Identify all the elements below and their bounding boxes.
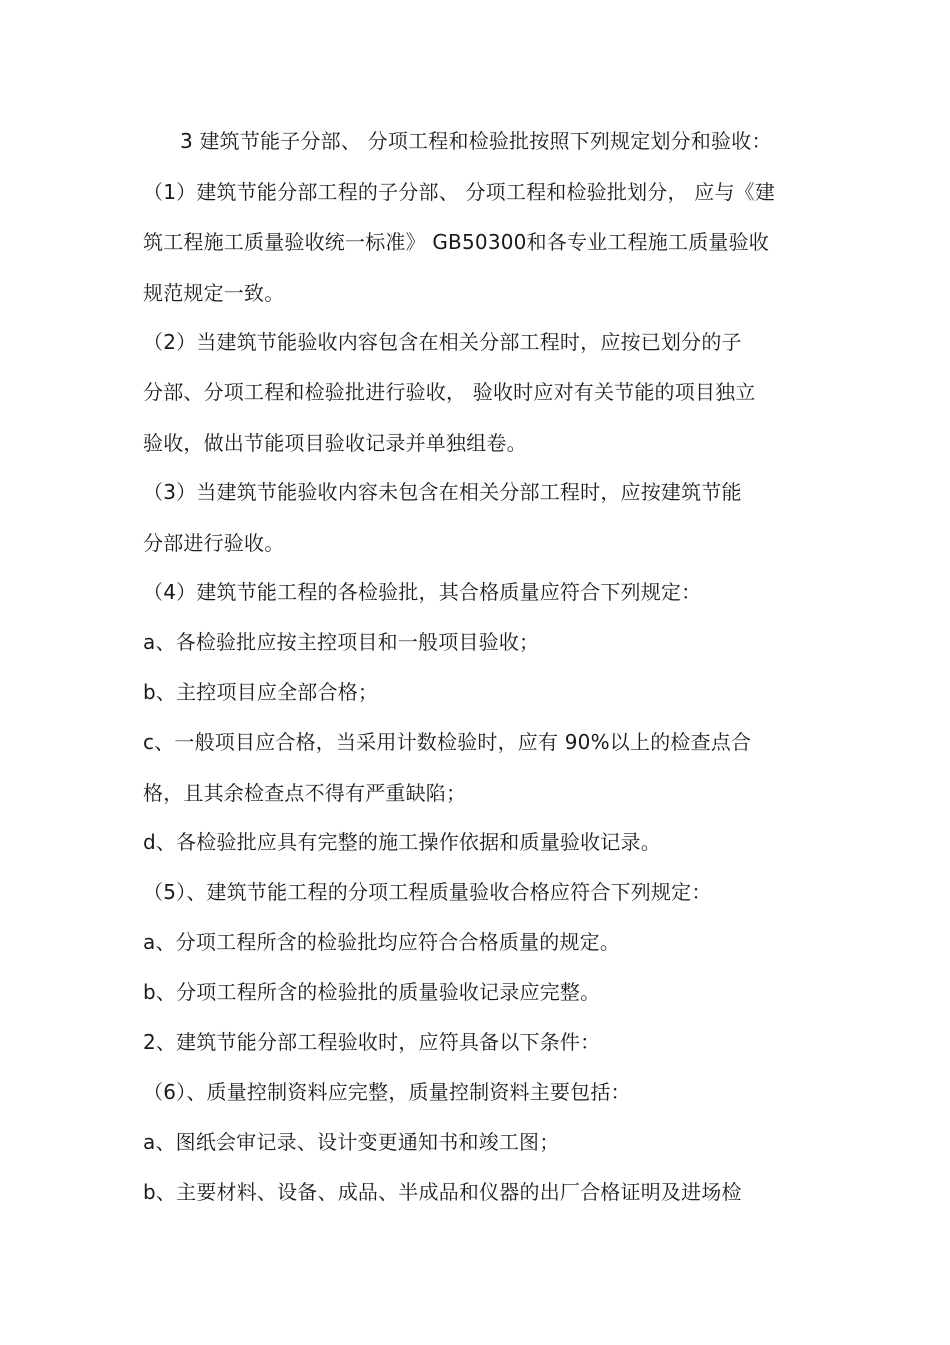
text-line-5: （2）当建筑节能验收内容包含在相关分部工程时，应按已划分的子 xyxy=(143,330,742,354)
text-line-17: a、分项工程所含的检验批均应符合合格质量的规定。 xyxy=(143,930,621,954)
text-line-1: 3 建筑节能子分部、 分项工程和检验批按照下列规定划分和验收： xyxy=(180,129,772,153)
text-line-22: b、主要材料、设备、成品、半成品和仪器的出厂合格证明及进场检 xyxy=(143,1180,742,1204)
text-line-10: （4）建筑节能工程的各检验批，其合格质量应符合下列规定： xyxy=(143,580,702,604)
text-line-12: b、主控项目应全部合格； xyxy=(143,680,379,704)
text-line-13: c、一般项目应合格，当采用计数检验时，应有 90%以上的检查点合 xyxy=(143,730,752,754)
text-line-14: 格，且其余检查点不得有严重缺陷； xyxy=(143,781,467,805)
text-line-20: （6）、质量控制资料应完整，质量控制资料主要包括： xyxy=(143,1080,631,1104)
text-line-7: 验收，做出节能项目验收记录并单独组卷。 xyxy=(143,431,527,455)
text-line-11: a、各检验批应按主控项目和一般项目验收； xyxy=(143,630,540,654)
text-line-15: d、各检验批应具有完整的施工操作依据和质量验收记录。 xyxy=(143,830,661,854)
text-line-4: 规范规定一致。 xyxy=(143,281,285,305)
text-line-9: 分部进行验收。 xyxy=(143,531,285,555)
text-line-21: a、图纸会审记录、设计变更通知书和竣工图； xyxy=(143,1130,560,1154)
text-line-3: 筑工程施工质量验收统一标准》 GB50300和各专业工程施工质量验收 xyxy=(143,230,769,254)
text-line-6: 分部、分项工程和检验批进行验收， 验收时应对有关节能的项目独立 xyxy=(143,380,756,404)
text-line-2: （1）建筑节能分部工程的子分部、 分项工程和检验批划分， 应与《建 xyxy=(143,180,776,204)
text-line-18: b、分项工程所含的检验批的质量验收记录应完整。 xyxy=(143,980,601,1004)
text-line-19: 2、建筑节能分部工程验收时，应符具备以下条件： xyxy=(143,1030,601,1054)
text-line-16: （5）、建筑节能工程的分项工程质量验收合格应符合下列规定： xyxy=(143,880,712,904)
text-line-8: （3）当建筑节能验收内容未包含在相关分部工程时，应按建筑节能 xyxy=(143,480,742,504)
